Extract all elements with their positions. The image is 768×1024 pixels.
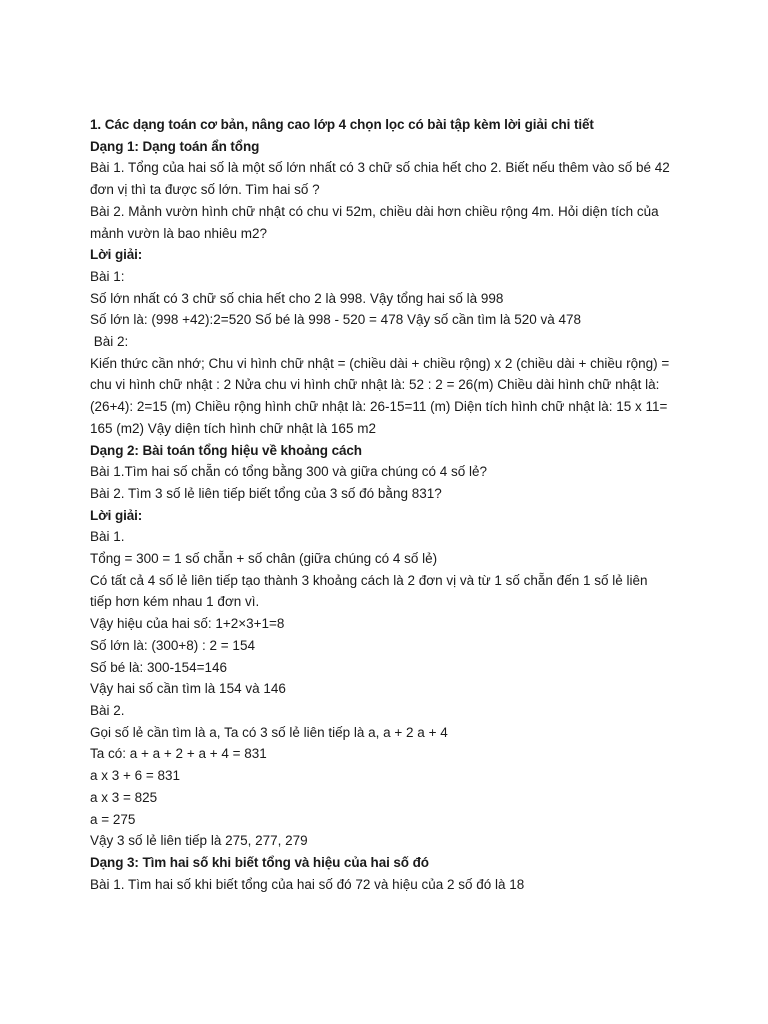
s3-problem-1: Bài 1. Tìm hai số khi biết tổng của hai số đó 72 và hiệu của 2 số đó là 18 <box>90 876 525 892</box>
problem-1-line-1: Bài 1. Tổng của hai số là một số lớn nhất có 3 chữ số chia hết cho 2. Biết nếu thêm vào số bé 42 <box>90 160 670 176</box>
solution-2-label: Bài 2: <box>90 334 129 350</box>
s2-solution-line-5: Số lớn là: (300+8) : 2 = 154 <box>90 637 255 653</box>
s2-solution-line-6: Số bé là: 300-154=146 <box>90 659 227 675</box>
s2-problem-2: Bài 2. Tìm 3 số lẻ liên tiếp biết tổng của 3 số đó bằng 831? <box>90 485 442 501</box>
s2-solution-line-13: Vậy 3 số lẻ liên tiếp là 275, 277, 279 <box>90 833 308 849</box>
s2-solution-line-3: tiếp hơn kém nhau 1 đơn vì. <box>90 594 260 610</box>
solution-2-line-4: 165 (m2) Vậy diện tích hình chữ nhật là 165 m2 <box>90 420 376 436</box>
s2-solution-line-1: Tổng = 300 = 1 số chẵn + số chân (giữa chúng có 4 số lẻ) <box>90 551 438 567</box>
problem-2-line-1: Bài 2. Mảnh vườn hình chữ nhật có chu vi 52m, chiều dài hơn chiều rộng 4m. Hỏi diện tích của <box>90 203 659 219</box>
solution-heading-1: Lời giải: <box>90 247 143 263</box>
section-heading-2: Dạng 2: Bài toán tổng hiệu về khoảng cách <box>90 442 362 458</box>
document-page <box>90 114 690 895</box>
section-heading-3: Dạng 3: Tìm hai số khi biết tổng và hiệu của hai số đó <box>90 854 429 870</box>
solution-1-label: Bài 1: <box>90 268 125 284</box>
solution-2-line-3: (26+4): 2=15 (m) Chiều rộng hình chữ nhật là: 26-15=11 (m) Diện tích hình chữ nhật là: 15 x 11= <box>90 399 668 415</box>
s2-solution-line-12: a = 275 <box>90 811 136 827</box>
solution-1-line-1: Số lớn nhất có 3 chữ số chia hết cho 2 là 998. Vậy tổng hai số là 998 <box>90 290 504 306</box>
s2-solution-2-label: Bài 2. <box>90 702 125 718</box>
solution-2-line-2: chu vi hình chữ nhật : 2 Nửa chu vi hình chữ nhật là: 52 : 2 = 26(m) Chiều dài hình chữ nhật là: <box>90 377 660 393</box>
s2-solution-line-7: Vậy hai số cần tìm là 154 và 146 <box>90 681 286 697</box>
problem-1-line-2: đơn vị thì ta được số lớn. Tìm hai số ? <box>90 182 320 198</box>
solution-2-line-1: Kiến thức cần nhớ; Chu vi hình chữ nhật = (chiều dài + chiều rộng) x 2 (chiều dài + chiều rộng) = <box>90 355 670 371</box>
s2-solution-line-10: a x 3 + 6 = 831 <box>90 768 181 784</box>
s2-solution-1-label: Bài 1. <box>90 529 125 545</box>
s2-problem-1: Bài 1.Tìm hai số chẵn có tổng bằng 300 và giữa chúng có 4 số lẻ? <box>90 464 488 480</box>
solution-heading-2: Lời giải: <box>90 507 143 523</box>
document-title: 1. Các dạng toán cơ bản, nâng cao lớp 4 chọn lọc có bài tập kèm lời giải chi tiết <box>90 117 594 132</box>
s2-solution-line-9: Ta có: a + a + 2 + a + 4 = 831 <box>90 746 267 762</box>
section-heading-1: Dạng 1: Dạng toán ẩn tổng <box>90 138 260 154</box>
s2-solution-line-11: a x 3 = 825 <box>90 789 158 805</box>
problem-2-line-2: mảnh vườn là bao nhiêu m2? <box>90 225 267 241</box>
s2-solution-line-4: Vậy hiệu của hai số: 1+2×3+1=8 <box>90 616 285 632</box>
s2-solution-line-8: Gọi số lẻ cần tìm là a, Ta có 3 số lẻ liên tiếp là a, a + 2 a + 4 <box>90 724 448 740</box>
s2-solution-line-2: Có tất cả 4 số lẻ liên tiếp tạo thành 3 khoảng cách là 2 đơn vị và từ 1 số chẵn đến 1 số lẻ liên <box>90 572 648 588</box>
solution-1-line-2: Số lớn là: (998 +42):2=520 Số bé là 998 - 520 = 478 Vậy số cần tìm là 520 và 478 <box>90 312 582 328</box>
